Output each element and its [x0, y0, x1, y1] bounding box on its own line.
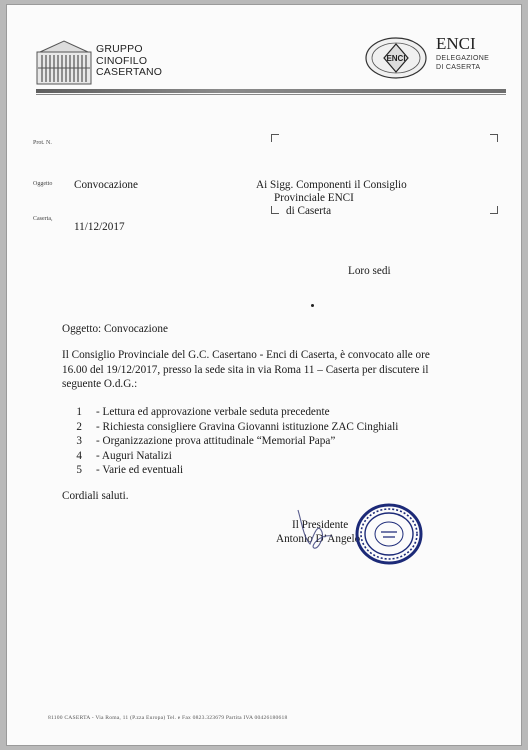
address-corner-tl [271, 134, 279, 142]
prot-label: Prot. N. [33, 140, 52, 146]
agenda-item: 5 - Varie ed eventuali [76, 464, 184, 476]
header-rule [36, 89, 506, 93]
enci-title: ENCI [436, 34, 476, 53]
letter-date: 11/12/2017 [74, 221, 125, 233]
address-corner-br [490, 206, 498, 214]
agenda-item: 1 - Lettura ed approvazione verbale seduta precedente [76, 406, 330, 418]
body-subject: Oggetto: Convocazione [62, 323, 168, 335]
agenda-item: 2 - Richiesta consigliere Gravina Giovanni istituzione ZAC Cinghiali [76, 420, 399, 433]
speck [311, 304, 314, 307]
official-stamp-icon [354, 502, 424, 566]
recipient-line-3: di Caserta [286, 205, 332, 217]
caserta-label: Caserta, [33, 216, 53, 222]
enci-delegation: DELEGAZIONE DI CASERTA [436, 55, 490, 71]
org-name: GRUPPO CINOFILO CASERTANO [96, 43, 163, 78]
signature-name: Antonio D’Angelo [276, 533, 361, 545]
body-paragraph: Il Consiglio Provinciale del G.C. Casertano - Enci di Caserta, è convocato alle ore 16.00 del 19/12/2017, presso la sede sita in via Roma 11 – Caserta per discutere il seguente O.d.G.: [62, 349, 430, 390]
recipient-line-1: Ai Sigg. Componenti il Consiglio [256, 179, 407, 191]
address-corner-bl [271, 206, 279, 214]
oggetto-label: Oggetto [33, 181, 53, 187]
header-rule-thin [36, 94, 506, 95]
enci-emblem-icon [364, 34, 428, 82]
signature-role: Il Presidente [292, 519, 349, 531]
address-corner-tr [490, 134, 498, 142]
agenda-item: 3 - Organizzazione prova attitudinale “Memorial Papa” [76, 435, 336, 447]
building-logo-icon [36, 38, 92, 86]
handwritten-signature-icon [292, 504, 352, 554]
agenda-item: 4 - Auguri Natalizi [76, 449, 172, 462]
agenda-list [72, 405, 398, 478]
recipient-line-2: Provinciale ENCI [274, 192, 354, 204]
letter-page [6, 4, 522, 746]
footer-address: 81100 CASERTA - Via Roma, 11 (P.zza Europa) Tel. e Fax 0823.323679 Partita IVA 00426180618 [48, 715, 288, 721]
oggetto-value: Convocazione [74, 179, 138, 191]
closing-greeting: Cordiali saluti. [62, 490, 129, 502]
loro-sedi: Loro sedi [348, 265, 391, 277]
svg-text:ENCI: ENCI [386, 54, 406, 63]
